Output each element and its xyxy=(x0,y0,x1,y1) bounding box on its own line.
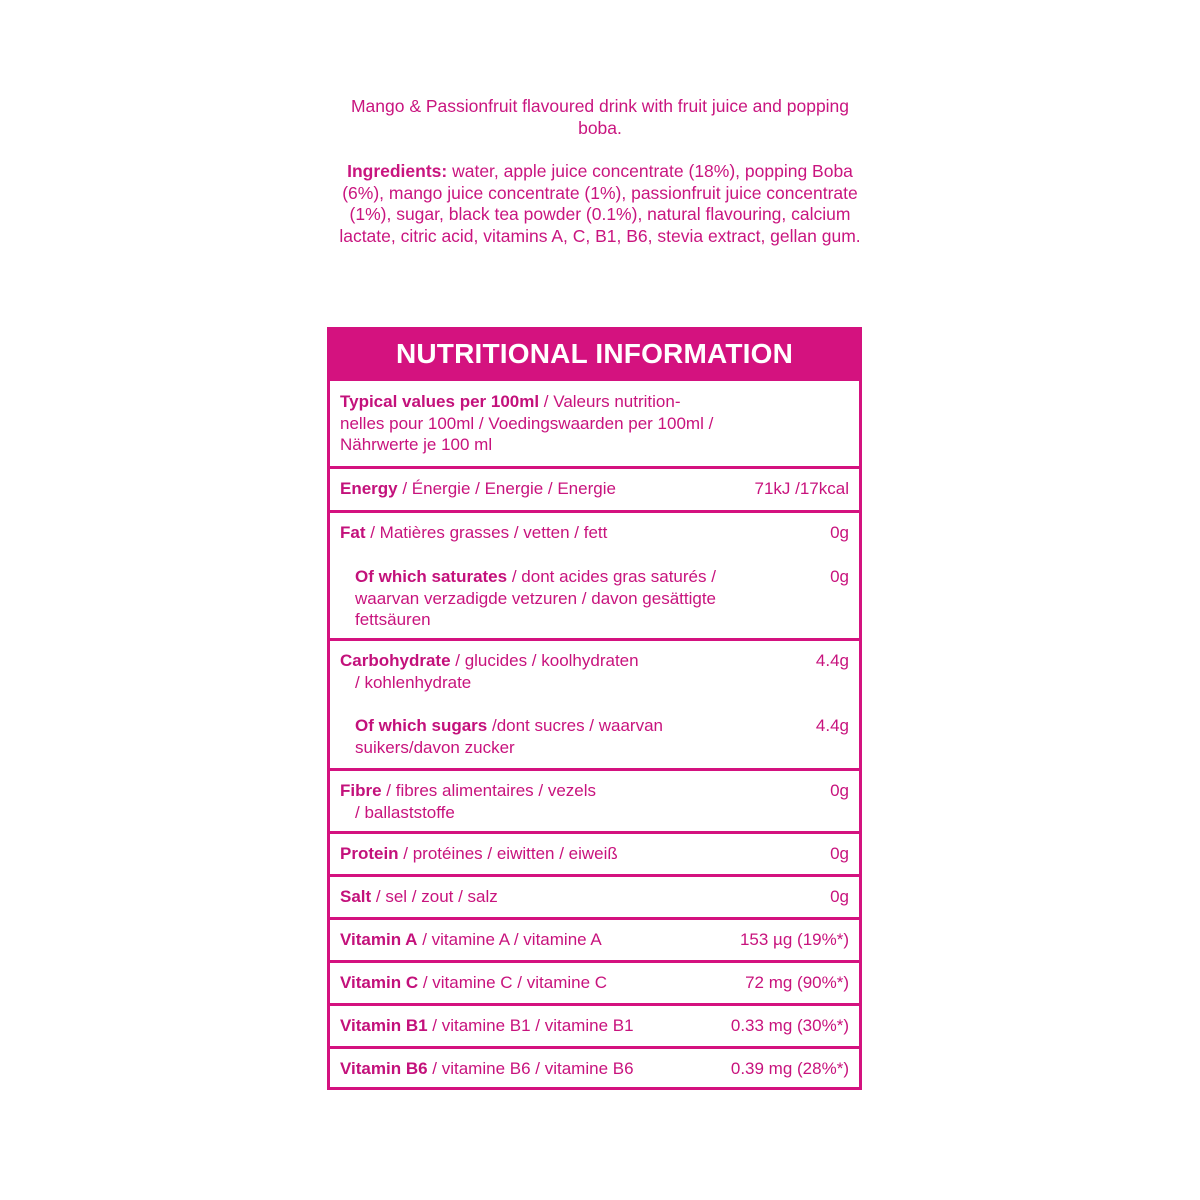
row-value: 71kJ /17kcal xyxy=(754,479,849,498)
row-translations-cont: / ballaststoffe xyxy=(355,802,455,822)
product-description: Mango & Passionfruit flavoured drink with fruit juice and popping boba. xyxy=(350,96,850,138)
row-value: 0.33 mg (30%*) xyxy=(730,1016,849,1035)
row-value: 0g xyxy=(830,844,849,863)
table-row-sugars xyxy=(355,715,849,758)
row-translations: / dont acides gras saturés / waarvan verzadigde vetzuren / davon gesättigte fettsäuren xyxy=(355,567,717,629)
row-value: 0g xyxy=(830,523,849,542)
row-label: Of which sugars xyxy=(355,716,488,735)
row-translations: / fibres alimentaires / vezels xyxy=(381,781,597,800)
row-label: Fat xyxy=(340,523,366,542)
row-translations: / vitamine C / vitamine C xyxy=(418,973,608,992)
row-label: Protein xyxy=(340,844,399,863)
row-label: Fibre xyxy=(340,781,382,800)
row-label: Salt xyxy=(340,887,372,906)
row-value: 72 mg (90%*) xyxy=(745,973,849,992)
table-row-fat xyxy=(330,510,859,638)
row-label: Carbohydrate xyxy=(340,651,451,670)
row-translations: /dont sucres / waarvan suikers/davon zucker xyxy=(355,716,664,757)
row-label: Vitamin B1 xyxy=(340,1016,428,1035)
row-value: 153 µg (19%*) xyxy=(739,930,849,949)
row-translations: / vitamine A / vitamine A xyxy=(417,930,602,949)
row-translations: / vitamine B1 / vitamine B1 xyxy=(427,1016,634,1035)
nutrition-table xyxy=(327,327,862,1090)
row-value: 0g xyxy=(830,567,849,586)
table-row-vitamin-b1 xyxy=(330,1003,859,1046)
row-translations: / Matières grasses / vetten / fett xyxy=(365,523,608,542)
typical-values-row xyxy=(330,378,859,466)
row-value: 4.4g xyxy=(815,716,849,735)
table-row-energy xyxy=(330,466,859,510)
row-translations: / Énergie / Energie / Energie xyxy=(397,479,616,498)
table-row-vitamin-b6 xyxy=(330,1046,859,1087)
nutrition-table-title: NUTRITIONAL INFORMATION xyxy=(330,330,859,378)
row-translations: / protéines / eiwitten / eiweiß xyxy=(398,844,618,863)
table-row-saturates xyxy=(355,566,849,631)
table-row-protein xyxy=(330,831,859,874)
table-row-salt xyxy=(330,874,859,917)
row-label: Of which saturates xyxy=(355,567,508,586)
typical-values-label: Typical values per 100ml xyxy=(340,392,540,411)
ingredients-text xyxy=(330,161,870,247)
row-translations: / glucides / koolhydraten xyxy=(450,651,639,670)
row-label: Energy xyxy=(340,479,398,498)
table-row-fibre xyxy=(330,768,859,831)
product-description-block xyxy=(330,96,870,248)
row-label: Vitamin A xyxy=(340,930,418,949)
row-translations: / sel / zout / salz xyxy=(371,887,498,906)
table-row-vitamin-c xyxy=(330,960,859,1003)
table-row-vitamin-a xyxy=(330,917,859,960)
row-label: Vitamin C xyxy=(340,973,419,992)
row-translations: / vitamine B6 / vitamine B6 xyxy=(427,1059,634,1078)
ingredients-list: water, apple juice concentrate (18%), popping Boba (6%), mango juice concentrate (1%), passionfruit juice concentrate (1%), sugar, black tea powder (0.1%), natural flavouring, calcium lactate, citric acid, vitamins A, C, B1, B6, stevia extract, gellan gum. xyxy=(339,161,861,246)
ingredients-label: Ingredients: xyxy=(347,161,448,182)
row-label: Vitamin B6 xyxy=(340,1059,428,1078)
row-value: 0g xyxy=(830,887,849,906)
row-value: 0g xyxy=(830,781,849,800)
row-translations-cont: / kohlenhydrate xyxy=(355,672,472,692)
typical-values-translations: / Valeurs nutrition- nelles pour 100ml / Voedingswaarden per 100ml / Nährwerte je 100 ml xyxy=(340,392,714,454)
row-value: 0.39 mg (28%*) xyxy=(730,1059,849,1078)
table-row-carbohydrate xyxy=(330,638,859,768)
row-value: 4.4g xyxy=(815,651,849,670)
